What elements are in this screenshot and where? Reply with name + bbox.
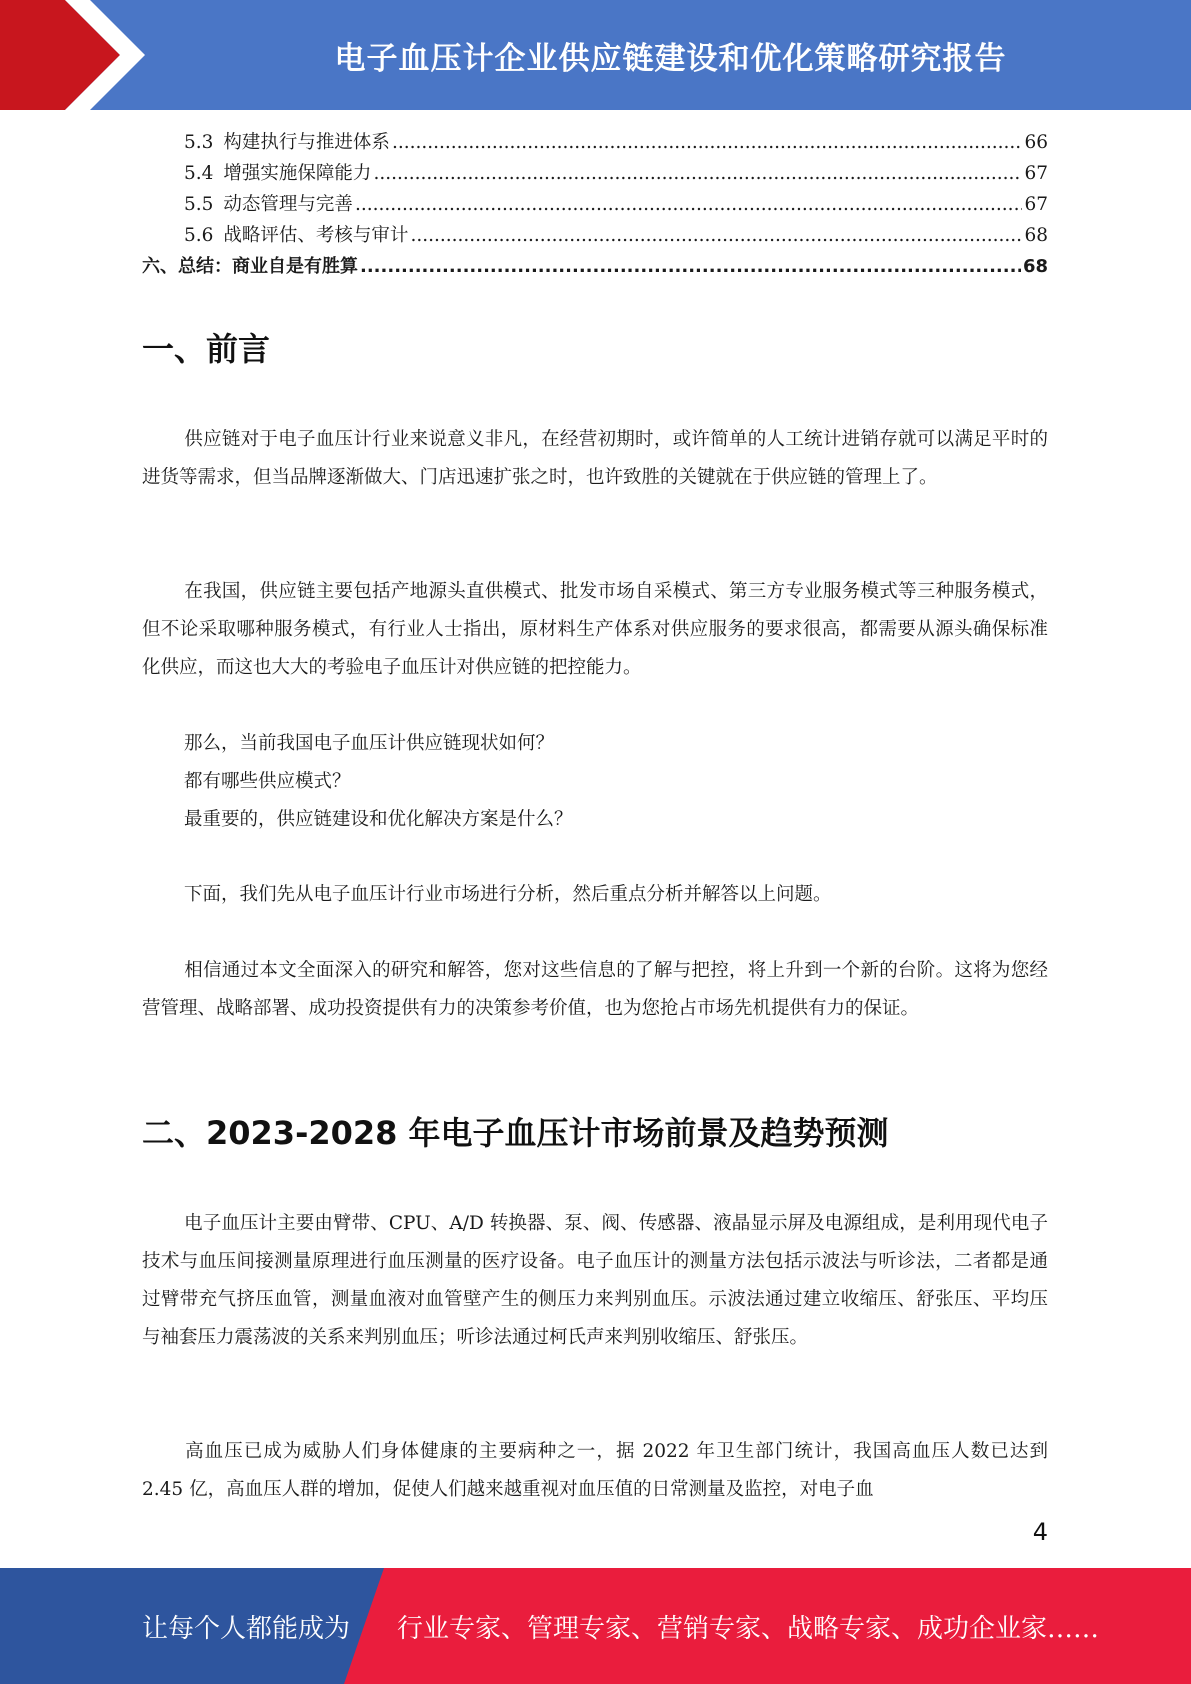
paragraph: 在我国，供应链主要包括产地源头直供模式、批发市场自采模式、第三方专业服务模式等三种服务模式，但不论采取哪种服务模式，有行业人士指出，原材料生产体系对供应服务的要求很高，都需要从源头确保标准化供应，而这也大大的考验电子血压计对供应链的把控能力。 (142, 581, 1048, 678)
footer-slogan-left: 让每个人都能成为 (142, 1613, 351, 1644)
toc-number: 5.3 (184, 132, 214, 153)
toc-entry[interactable] (142, 252, 1048, 283)
toc-page: 67 (1024, 194, 1048, 215)
toc-number: 5.5 (184, 194, 214, 215)
toc-entry[interactable] (142, 128, 1048, 159)
paragraph: 高血压已成为威胁人们身体健康的主要病种之一，据 2022 年卫生部门统计，我国高血压人数已达到 2.45 亿，高血压人群的增加，促使人们越来越重视对血压值的日常测量及监控，对电子血 (142, 1441, 1048, 1500)
toc-leader (360, 256, 1021, 277)
toc-page: 66 (1024, 132, 1048, 153)
question-line: 那么，当前我国电子血压计供应链现状如何？ (184, 733, 555, 754)
toc-leader (410, 225, 1022, 246)
toc-number: 5.6 (184, 225, 214, 246)
page-footer (0, 1568, 1191, 1684)
toc-page: 68 (1022, 256, 1048, 277)
paragraph: 电子血压计主要由臂带、CPU、A/D 转换器、泵、阀、传感器、液晶显示屏及电源组成，是利用现代电子技术与血压间接测量原理进行血压测量的医疗设备。电子血压计的测量方法包括示波法与听诊法，二者都是通过臂带充气挤压血管，测量血液对血管壁产生的侧压力来判别血压。示波法通过建立收缩压、舒张压、平均压与袖套压力震荡波的关系来判别血压；听诊法通过柯氏声来判别收缩压、舒张压。 (142, 1213, 1048, 1348)
toc-entry[interactable] (142, 221, 1048, 252)
page-number: 4 (1032, 1518, 1048, 1546)
toc-page: 67 (1024, 163, 1048, 184)
paragraph: 下面，我们先从电子血压计行业市场进行分析，然后重点分析并解答以上问题。 (184, 884, 832, 905)
section-heading: 一、前言 (142, 330, 271, 368)
section-heading: 二、2023-2028 年电子血压计市场前景及趋势预测 (142, 1114, 889, 1152)
toc-page: 68 (1024, 225, 1048, 246)
toc-label: 动态管理与完善 (223, 194, 353, 215)
page-header (0, 0, 1191, 110)
toc-label: 构建执行与推进体系 (223, 132, 390, 153)
header-title: 电子血压计企业供应链建设和优化策略研究报告 (334, 40, 1007, 77)
toc-leader (355, 194, 1023, 215)
toc-entry[interactable] (142, 190, 1048, 221)
paragraph: 供应链对于电子血压计行业来说意义非凡，在经营初期时，或许简单的人工统计进销存就可以满足平时的进货等需求，但当品牌逐渐做大、门店迅速扩张之时，也许致胜的关键就在于供应链的管理上了。 (142, 429, 1048, 488)
toc-leader (392, 132, 1023, 153)
toc-label: 六、总结：商业自是有胜算 (142, 256, 358, 277)
toc-number: 5.4 (184, 163, 214, 184)
question-line: 都有哪些供应模式？ (184, 771, 351, 792)
paragraph: 相信通过本文全面深入的研究和解答，您对这些信息的了解与把控，将上升到一个新的台阶。这将为您经营管理、战略部署、成功投资提供有力的决策参考价值，也为您抢占市场先机提供有力的保证。 (142, 960, 1048, 1019)
toc-leader (373, 163, 1022, 184)
toc-label: 战略评估、考核与审计 (223, 225, 409, 246)
footer-slogan-right: 行业专家、管理专家、营销专家、战略专家、成功企业家…… (397, 1613, 1100, 1644)
toc-entry[interactable] (142, 159, 1048, 190)
header-chevron-decoration (0, 0, 160, 110)
toc-label: 增强实施保障能力 (223, 163, 372, 184)
table-of-contents (142, 128, 1048, 283)
question-line: 最重要的，供应链建设和优化解决方案是什么？ (184, 809, 573, 830)
